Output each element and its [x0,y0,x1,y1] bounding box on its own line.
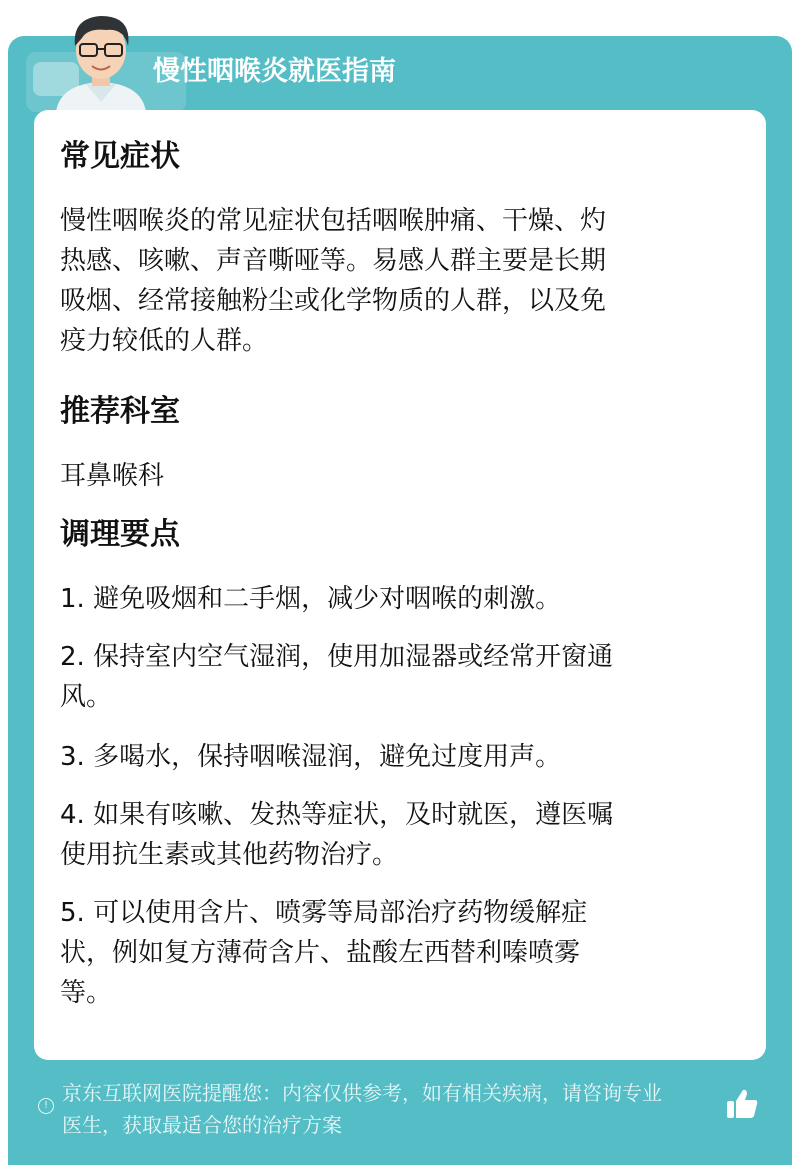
page-title: 慢性咽喉炎就医指南 [153,56,396,87]
info-icon: ! [38,1098,54,1114]
disclaimer-line: 医生，获取最适合您的治疗方案 [62,1113,342,1137]
care-line: 使用抗生素或其他药物治疗。 [60,840,399,870]
symptoms-text [60,201,724,361]
care-item [60,893,724,1013]
care-line: 4. 如果有咳嗽、发热等症状，及时就医，遵医嘱 [60,800,614,830]
care-line: 状，例如复方薄荷含片、盐酸左西替利嗪喷雾 [60,938,581,968]
care-line: 2. 保持室内空气湿润，使用加湿器或经常开窗通 [60,642,614,672]
disclaimer-line: 京东互联网医院提醒您：内容仅供参考，如有相关疾病，请咨询专业 [62,1081,662,1105]
care-line: 1. 避免吸烟和二手烟，减少对咽喉的刺激。 [60,584,562,614]
symptoms-line: 慢性咽喉炎的常见症状包括咽喉肿痛、干燥、灼 [60,206,607,236]
doctor-avatar [46,6,156,112]
care-item [60,737,724,777]
symptoms-heading: 常见症状 [60,139,180,174]
disclaimer-text [62,1077,728,1141]
care-line: 等。 [60,978,113,1008]
care-line: 3. 多喝水，保持咽喉湿润，避免过度用声。 [60,742,562,772]
symptoms-line: 热感、咳嗽、声音嘶哑等。易感人群主要是长期 [60,246,607,276]
care-heading: 调理要点 [60,517,180,552]
department-text: 耳鼻喉科 [60,461,165,491]
symptoms-line: 吸烟、经常接触粉尘或化学物质的人群，以及免 [60,286,607,316]
care-item [60,579,724,619]
care-item [60,795,724,875]
care-line: 风。 [60,682,113,712]
department-heading: 推荐科室 [60,394,180,429]
thumbs-up-icon[interactable] [724,1086,760,1122]
care-line: 5. 可以使用含片、喷雾等局部治疗药物缓解症 [60,898,588,928]
care-item [60,637,724,717]
symptoms-line: 疫力较低的人群。 [60,326,269,356]
